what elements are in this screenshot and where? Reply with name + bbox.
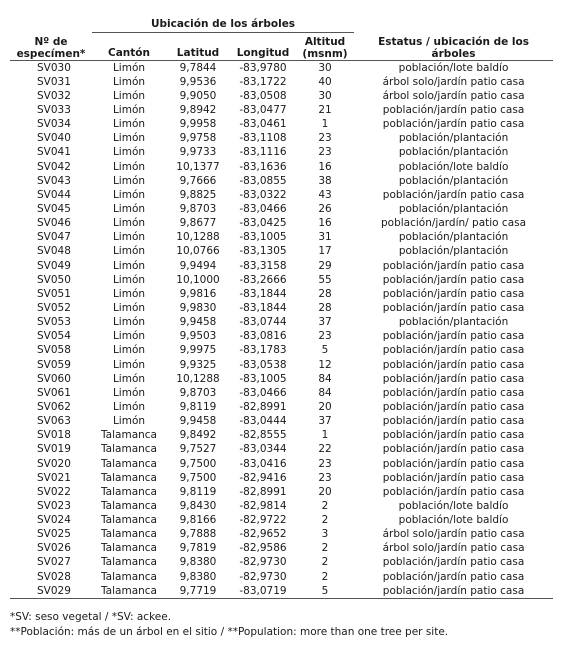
canton-cell: Limón bbox=[112, 316, 146, 329]
longitude-cell: -83,1783 bbox=[239, 344, 287, 357]
table-row bbox=[10, 358, 553, 372]
table-row bbox=[10, 75, 553, 89]
longitude-cell: -83,3158 bbox=[239, 259, 287, 272]
table-row bbox=[10, 160, 553, 174]
canton-cell: Talamanca bbox=[101, 570, 157, 583]
longitude-cell: -82,9722 bbox=[239, 514, 287, 527]
specimen-id-cell: SV060 bbox=[37, 372, 71, 385]
canton-cell: Talamanca bbox=[101, 443, 157, 456]
altitude-cell: 23 bbox=[318, 132, 332, 145]
longitude-cell: -83,0466 bbox=[239, 202, 287, 215]
longitude-cell: -83,1305 bbox=[239, 245, 287, 258]
altitude-cell: 23 bbox=[318, 471, 332, 484]
canton-cell: Limón bbox=[112, 273, 146, 286]
longitude-cell: -83,1722 bbox=[239, 75, 287, 88]
status-cell: población/jardín patio casa bbox=[382, 344, 525, 357]
canton-cell: Limón bbox=[112, 301, 146, 314]
status-cell: población/jardín patio casa bbox=[382, 415, 525, 428]
longitude-cell: -82,9586 bbox=[239, 542, 287, 555]
footnote-sv: *SV: seso vegetal / *SV: ackee. bbox=[10, 611, 172, 623]
latitude-cell: 9,8492 bbox=[179, 429, 217, 442]
latitude-cell: 10,1288 bbox=[176, 231, 220, 244]
longitude-cell: -83,1844 bbox=[239, 301, 287, 314]
latitude-cell: 9,8166 bbox=[179, 514, 217, 527]
latitude-cell: 9,8703 bbox=[179, 202, 217, 215]
status-cell: población/jardín patio casa bbox=[382, 400, 525, 413]
specimen-id-cell: SV019 bbox=[37, 443, 71, 456]
longitude-cell: -82,9814 bbox=[239, 499, 287, 512]
status-cell: población/jardín patio casa bbox=[382, 330, 525, 343]
table-row bbox=[10, 528, 553, 542]
altitude-cell: 84 bbox=[318, 386, 332, 399]
latitude-cell: 9,9494 bbox=[179, 259, 217, 272]
table-row bbox=[10, 118, 553, 132]
latitude-cell: 9,8119 bbox=[179, 485, 217, 498]
latitude-cell: 9,8430 bbox=[179, 499, 217, 512]
altitude-cell: 5 bbox=[296, 584, 354, 599]
specimen-id-cell: SV023 bbox=[37, 499, 71, 512]
latitude-cell: 9,8677 bbox=[179, 217, 217, 230]
table-row bbox=[10, 415, 553, 429]
specimen-id-cell: SV059 bbox=[37, 358, 71, 371]
altitude-cell: 29 bbox=[318, 259, 332, 272]
altitude-cell: 37 bbox=[318, 316, 332, 329]
longitude-cell: -83,9780 bbox=[239, 61, 287, 74]
longitude-cell: -83,0477 bbox=[239, 103, 287, 116]
table-row bbox=[10, 344, 553, 358]
status-cell: población/jardín patio casa bbox=[354, 584, 553, 599]
canton-cell: Limón bbox=[112, 160, 146, 173]
table-row bbox=[10, 146, 553, 160]
status-cell: población/plantación bbox=[398, 146, 509, 159]
canton-cell: Limón bbox=[112, 89, 146, 102]
canton-cell: Limón bbox=[112, 400, 146, 413]
latitude-cell: 9,8119 bbox=[179, 400, 217, 413]
longitude-cell: -83,2666 bbox=[239, 273, 287, 286]
specimen-id-cell: SV048 bbox=[37, 245, 71, 258]
canton-cell: Talamanca bbox=[101, 485, 157, 498]
longitude-cell: -83,1005 bbox=[239, 372, 287, 385]
altitude-cell: 1 bbox=[321, 118, 329, 131]
header-canton: Cantón bbox=[108, 47, 150, 59]
header-specimen bbox=[10, 33, 92, 61]
altitude-cell: 2 bbox=[321, 499, 329, 512]
latitude-cell: 10,1377 bbox=[176, 160, 220, 173]
specimen-id-cell: SV029 bbox=[10, 584, 92, 599]
longitude-cell: -83,1844 bbox=[239, 287, 287, 300]
latitude-cell: 9,9536 bbox=[179, 75, 217, 88]
status-cell: población/jardín patio casa bbox=[382, 443, 525, 456]
status-cell: población/jardín patio casa bbox=[382, 471, 525, 484]
longitude-cell: -83,0538 bbox=[239, 358, 287, 371]
longitude-cell: -83,0344 bbox=[239, 443, 287, 456]
altitude-cell: 26 bbox=[318, 202, 332, 215]
canton-cell: Limón bbox=[112, 118, 146, 131]
header-latitude: Latitud bbox=[176, 47, 220, 59]
latitude-cell: 9,9758 bbox=[179, 132, 217, 145]
latitude-cell: 9,9975 bbox=[179, 344, 217, 357]
latitude-cell: 9,8942 bbox=[179, 103, 217, 116]
status-cell: población/jardín patio casa bbox=[382, 485, 525, 498]
longitude-cell: -83,0855 bbox=[239, 174, 287, 187]
altitude-cell: 16 bbox=[318, 160, 332, 173]
status-cell: árbol solo/jardín patio casa bbox=[382, 89, 525, 102]
canton-cell: Limón bbox=[112, 132, 146, 145]
altitude-cell: 84 bbox=[318, 372, 332, 385]
longitude-cell: -83,0322 bbox=[239, 188, 287, 201]
altitude-cell: 22 bbox=[318, 443, 332, 456]
specimen-id-cell: SV046 bbox=[37, 217, 71, 230]
canton-cell: Limón bbox=[112, 259, 146, 272]
canton-cell: Talamanca bbox=[101, 499, 157, 512]
latitude-cell: 9,7666 bbox=[179, 174, 217, 187]
specimen-id-cell: SV051 bbox=[37, 287, 71, 300]
specimen-id-cell: SV052 bbox=[37, 301, 71, 314]
latitude-cell: 9,7500 bbox=[179, 471, 217, 484]
group-header-location: Ubicación de los árboles bbox=[92, 16, 354, 33]
table-row bbox=[10, 301, 553, 315]
canton-cell: Limón bbox=[112, 415, 146, 428]
canton-cell: Limón bbox=[112, 344, 146, 357]
altitude-cell: 2 bbox=[321, 514, 329, 527]
specimen-id-cell: SV018 bbox=[37, 429, 71, 442]
latitude-cell: 9,7844 bbox=[179, 61, 217, 74]
status-cell: población/plantación bbox=[398, 231, 509, 244]
specimen-id-cell: SV030 bbox=[37, 61, 71, 74]
altitude-cell: 23 bbox=[318, 330, 332, 343]
table-row bbox=[10, 386, 553, 400]
status-cell: árbol solo/jardín patio casa bbox=[382, 75, 525, 88]
longitude-cell: -83,0744 bbox=[239, 316, 287, 329]
canton-cell: Talamanca bbox=[101, 556, 157, 569]
status-cell: población/jardín patio casa bbox=[382, 259, 525, 272]
latitude-cell: 9,8380 bbox=[179, 570, 217, 583]
longitude-cell: -83,0425 bbox=[239, 217, 287, 230]
longitude-cell: -83,0508 bbox=[239, 89, 287, 102]
latitude-cell: 9,9458 bbox=[179, 316, 217, 329]
canton-cell: Talamanca bbox=[101, 471, 157, 484]
header-status bbox=[354, 33, 553, 61]
status-cell: población/jardín patio casa bbox=[382, 457, 525, 470]
table-row bbox=[10, 132, 553, 146]
altitude-cell: 31 bbox=[318, 231, 332, 244]
status-cell: población/plantación bbox=[398, 316, 509, 329]
altitude-cell: 5 bbox=[321, 344, 329, 357]
canton-cell: Limón bbox=[112, 103, 146, 116]
header-altitude bbox=[296, 33, 354, 61]
table-row bbox=[10, 231, 553, 245]
table-row bbox=[10, 485, 553, 499]
longitude-cell: -82,8991 bbox=[239, 485, 287, 498]
latitude-cell: 10,1288 bbox=[176, 372, 220, 385]
table-row bbox=[10, 471, 553, 485]
altitude-cell: 38 bbox=[318, 174, 332, 187]
altitude-cell: 2 bbox=[321, 542, 329, 555]
table-row bbox=[10, 542, 553, 556]
latitude-cell: 9,9733 bbox=[179, 146, 217, 159]
altitude-cell: 23 bbox=[318, 457, 332, 470]
altitude-cell: 40 bbox=[318, 75, 332, 88]
specimen-id-cell: SV022 bbox=[37, 485, 71, 498]
status-cell: población/jardín patio casa bbox=[382, 429, 525, 442]
specimen-id-cell: SV044 bbox=[37, 188, 71, 201]
specimen-id-cell: SV063 bbox=[37, 415, 71, 428]
header-status-line1: Estatus / ubicación de los bbox=[378, 36, 529, 48]
specimen-id-cell: SV026 bbox=[37, 542, 71, 555]
specimen-id-cell: SV049 bbox=[37, 259, 71, 272]
header-spacer bbox=[354, 16, 553, 33]
canton-cell: Limón bbox=[112, 61, 146, 74]
status-cell: población/jardín patio casa bbox=[382, 372, 525, 385]
latitude-cell: 9,7888 bbox=[179, 528, 217, 541]
latitude-cell: 9,8703 bbox=[179, 386, 217, 399]
latitude-cell: 9,7719 bbox=[166, 584, 230, 599]
canton-cell: Limón bbox=[112, 358, 146, 371]
specimen-id-cell: SV032 bbox=[37, 89, 71, 102]
latitude-cell: 9,9958 bbox=[179, 118, 217, 131]
latitude-cell: 9,9503 bbox=[179, 330, 217, 343]
latitude-cell: 9,9830 bbox=[179, 301, 217, 314]
table-row bbox=[10, 499, 553, 513]
status-cell: población/plantación bbox=[398, 245, 509, 258]
header-specimen-line1: Nº de bbox=[34, 36, 68, 48]
longitude-cell: -82,9416 bbox=[239, 471, 287, 484]
longitude-cell: -82,9730 bbox=[239, 556, 287, 569]
status-cell: población/plantación bbox=[398, 132, 509, 145]
status-cell: población/jardín patio casa bbox=[382, 118, 525, 131]
table-row bbox=[10, 584, 553, 599]
table-row bbox=[10, 273, 553, 287]
canton-cell: Talamanca bbox=[101, 542, 157, 555]
specimen-id-cell: SV050 bbox=[37, 273, 71, 286]
canton-cell: Limón bbox=[112, 245, 146, 258]
altitude-cell: 12 bbox=[318, 358, 332, 371]
status-cell: población/jardín patio casa bbox=[382, 273, 525, 286]
canton-cell: Limón bbox=[112, 146, 146, 159]
altitude-cell: 30 bbox=[318, 61, 332, 74]
latitude-cell: 9,7500 bbox=[179, 457, 217, 470]
status-cell: árbol solo/jardín patio casa bbox=[382, 542, 525, 555]
latitude-cell: 10,1000 bbox=[176, 273, 220, 286]
header-specimen-line2: especímen* bbox=[16, 48, 86, 60]
latitude-cell: 9,8380 bbox=[179, 556, 217, 569]
longitude-cell: -83,1116 bbox=[239, 146, 287, 159]
table-header bbox=[10, 16, 553, 61]
status-cell: población/lote baldío bbox=[398, 499, 509, 512]
status-cell: población/jardín patio casa bbox=[382, 386, 525, 399]
longitude-cell: -83,0719 bbox=[230, 584, 296, 599]
latitude-cell: 9,9050 bbox=[179, 89, 217, 102]
table-row bbox=[10, 61, 553, 76]
canton-cell: Limón bbox=[112, 372, 146, 385]
longitude-cell: -82,9652 bbox=[239, 528, 287, 541]
latitude-cell: 9,9325 bbox=[179, 358, 217, 371]
specimen-id-cell: SV031 bbox=[37, 75, 71, 88]
status-cell: población/lote baldío bbox=[398, 61, 509, 74]
specimen-id-cell: SV054 bbox=[37, 330, 71, 343]
specimen-id-cell: SV025 bbox=[37, 528, 71, 541]
latitude-cell: 9,9816 bbox=[179, 287, 217, 300]
specimen-id-cell: SV033 bbox=[37, 103, 71, 116]
specimen-table bbox=[10, 16, 553, 599]
longitude-cell: -82,8555 bbox=[239, 429, 287, 442]
status-cell: población/jardín patio casa bbox=[382, 358, 525, 371]
table-row bbox=[10, 400, 553, 414]
latitude-cell: 9,7819 bbox=[179, 542, 217, 555]
table-row bbox=[10, 570, 553, 584]
table-row bbox=[10, 457, 553, 471]
specimen-id-cell: SV021 bbox=[37, 471, 71, 484]
canton-cell: Limón bbox=[112, 75, 146, 88]
altitude-cell: 28 bbox=[318, 287, 332, 300]
status-cell: población/plantación bbox=[398, 174, 509, 187]
longitude-cell: -83,1005 bbox=[239, 231, 287, 244]
specimen-id-cell: SV045 bbox=[37, 202, 71, 215]
status-cell: población/lote baldío bbox=[398, 514, 509, 527]
canton-cell: Talamanca bbox=[92, 584, 166, 599]
canton-cell: Talamanca bbox=[101, 457, 157, 470]
canton-cell: Limón bbox=[112, 386, 146, 399]
altitude-cell: 16 bbox=[318, 217, 332, 230]
longitude-cell: -83,1108 bbox=[239, 132, 287, 145]
header-altitude-line2: (msnm) bbox=[302, 48, 348, 60]
header-altitude-line1: Altitud bbox=[304, 36, 346, 48]
status-cell: población/lote baldío bbox=[398, 160, 509, 173]
table-row bbox=[10, 330, 553, 344]
table-row bbox=[10, 188, 553, 202]
table-footnotes bbox=[10, 610, 448, 640]
altitude-cell: 17 bbox=[318, 245, 332, 258]
table-row bbox=[10, 372, 553, 386]
status-cell: población/jardín patio casa bbox=[382, 556, 525, 569]
longitude-cell: -83,0444 bbox=[239, 415, 287, 428]
longitude-cell: -83,0466 bbox=[239, 386, 287, 399]
footnote-poblacion: **Población: más de un árbol en el sitio / **Population: more than one tree per site. bbox=[10, 626, 449, 638]
specimen-id-cell: SV027 bbox=[37, 556, 71, 569]
altitude-cell: 21 bbox=[318, 103, 332, 116]
table-body bbox=[10, 61, 553, 599]
longitude-cell: -82,8991 bbox=[239, 400, 287, 413]
altitude-cell: 37 bbox=[318, 415, 332, 428]
table-row bbox=[10, 174, 553, 188]
table-row bbox=[10, 217, 553, 231]
canton-cell: Talamanca bbox=[101, 514, 157, 527]
altitude-cell: 30 bbox=[318, 89, 332, 102]
altitude-cell: 1 bbox=[321, 429, 329, 442]
latitude-cell: 10,0766 bbox=[176, 245, 220, 258]
specimen-id-cell: SV034 bbox=[37, 118, 71, 131]
longitude-cell: -83,0461 bbox=[239, 118, 287, 131]
specimen-id-cell: SV058 bbox=[37, 344, 71, 357]
specimen-id-cell: SV042 bbox=[37, 160, 71, 173]
status-cell: población/jardín patio casa bbox=[382, 287, 525, 300]
specimen-id-cell: SV062 bbox=[37, 400, 71, 413]
table-row bbox=[10, 556, 553, 570]
status-cell: población/jardín patio casa bbox=[382, 570, 525, 583]
canton-cell: Limón bbox=[112, 174, 146, 187]
table-row bbox=[10, 202, 553, 216]
header-spacer bbox=[10, 16, 92, 33]
longitude-cell: -83,0816 bbox=[239, 330, 287, 343]
table-row bbox=[10, 259, 553, 273]
table-row bbox=[10, 514, 553, 528]
status-cell: población/jardín patio casa bbox=[382, 301, 525, 314]
header-longitude: Longitud bbox=[236, 47, 290, 59]
altitude-cell: 20 bbox=[318, 485, 332, 498]
header-status-line2: árboles bbox=[431, 48, 476, 60]
altitude-cell: 20 bbox=[318, 400, 332, 413]
altitude-cell: 2 bbox=[321, 556, 329, 569]
canton-cell: Talamanca bbox=[101, 429, 157, 442]
table-row bbox=[10, 429, 553, 443]
latitude-cell: 9,9458 bbox=[179, 415, 217, 428]
status-cell: población/jardín/ patio casa bbox=[381, 217, 527, 230]
table-row bbox=[10, 287, 553, 301]
latitude-cell: 9,7527 bbox=[179, 443, 217, 456]
table-row bbox=[10, 89, 553, 103]
status-cell: población/jardín patio casa bbox=[382, 103, 525, 116]
latitude-cell: 9,8825 bbox=[179, 188, 217, 201]
specimen-id-cell: SV043 bbox=[37, 174, 71, 187]
table-row bbox=[10, 316, 553, 330]
specimen-id-cell: SV020 bbox=[37, 457, 71, 470]
longitude-cell: -83,0416 bbox=[239, 457, 287, 470]
longitude-cell: -83,1636 bbox=[239, 160, 287, 173]
status-cell: población/jardín patio casa bbox=[382, 188, 525, 201]
status-cell: árbol solo/jardín patio casa bbox=[382, 528, 525, 541]
longitude-cell: -82,9730 bbox=[239, 570, 287, 583]
table-row bbox=[10, 245, 553, 259]
altitude-cell: 43 bbox=[318, 188, 332, 201]
specimen-id-cell: SV028 bbox=[37, 570, 71, 583]
canton-cell: Limón bbox=[112, 202, 146, 215]
specimen-id-cell: SV061 bbox=[37, 386, 71, 399]
altitude-cell: 28 bbox=[318, 301, 332, 314]
table-row bbox=[10, 443, 553, 457]
canton-cell: Limón bbox=[112, 330, 146, 343]
altitude-cell: 2 bbox=[321, 570, 329, 583]
specimen-id-cell: SV053 bbox=[37, 316, 71, 329]
canton-cell: Limón bbox=[112, 217, 146, 230]
specimen-id-cell: SV041 bbox=[37, 146, 71, 159]
canton-cell: Limón bbox=[112, 231, 146, 244]
specimen-id-cell: SV024 bbox=[37, 514, 71, 527]
canton-cell: Limón bbox=[112, 287, 146, 300]
canton-cell: Limón bbox=[112, 188, 146, 201]
table-row bbox=[10, 103, 553, 117]
altitude-cell: 3 bbox=[321, 528, 329, 541]
altitude-cell: 23 bbox=[318, 146, 332, 159]
altitude-cell: 55 bbox=[318, 273, 332, 286]
specimen-id-cell: SV040 bbox=[37, 132, 71, 145]
status-cell: población/plantación bbox=[398, 202, 509, 215]
canton-cell: Talamanca bbox=[101, 528, 157, 541]
specimen-id-cell: SV047 bbox=[37, 231, 71, 244]
